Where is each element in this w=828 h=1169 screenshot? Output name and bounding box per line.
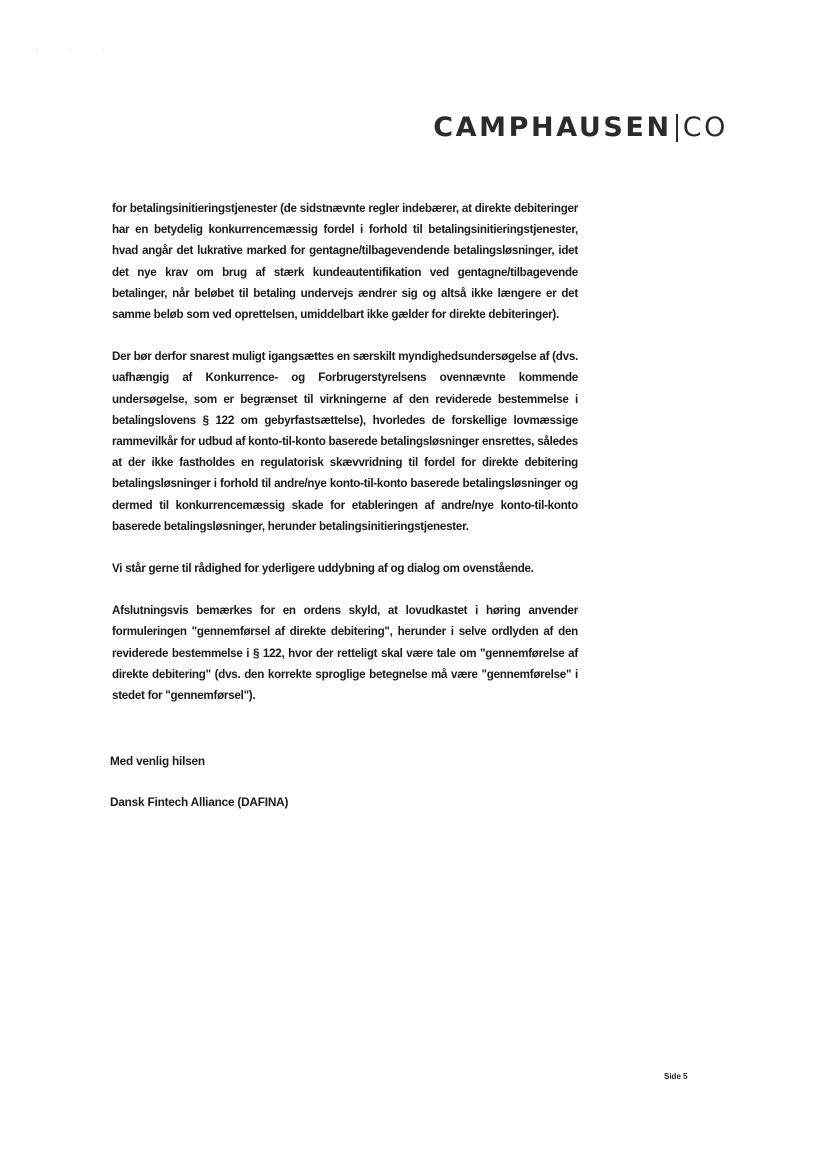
signature-organization: Dansk Fintech Alliance (DAFINA)	[110, 795, 289, 809]
body-paragraph: for betalingsinitieringstjenester (de sidstnævnte regler indebærer, at direkte debiteringer har en betydelig konkurrencemæssig fordel i forhold til betalingsinitieringstjenester, hvad angår det lukrative marked for gentagne/tilbagevendende betalingsløsninger, idet det nye krav om brug af stærk kundeautentifikation ved gentagne/tilbagevende betalinger, når beløbet til betaling undervejs ændrer sig og altså ikke længere er det samme beløb som ved oprettelsen, umiddelbart ikke gælder for direkte debiteringer).	[112, 202, 578, 322]
letter-body	[112, 198, 578, 727]
scan-artifact: · · ·	[36, 46, 119, 55]
logo-separator	[676, 114, 678, 142]
body-paragraph: Afslutningsvis bemærkes for en ordens skyld, at lovudkastet i høring anvender formuleringen "gennemførsel af direkte debitering", herunder i selve ordlyden af den reviderede bestemmelse i § 122, hvor der retteligt skal være tale om "gennemførelse af direkte debitering" (dvs. den korrekte sproglige betegnelse må være "gennemførelse" i stedet for "gennemførsel").	[112, 604, 578, 703]
closing-greeting: Med venlig hilsen	[110, 754, 205, 768]
body-paragraph: Der bør derfor snarest muligt igangsættes en særskilt myndighedsundersøgelse af (dvs. uafhængig af Konkurrence- og Forbrugerstyrelsens ovennævnte kommende undersøgelse, som er begrænset til virkningerne af den reviderede bestemmelse i betalingslovens § 122 om gebyrfastsættelse), hvorledes de forskellige lovmæssige rammevilkår for udbud af konto-til-konto baserede betalingsløsninger ensrettes, således at der ikke fastholdes en regulatorisk skævvridning til fordel for direkte debitering betalingsløsninger i forhold til andre/nye konto-til-konto baserede betalingsløsninger og dermed til konkurrencemæssig skade for etableringen af andre/nye konto-til-konto baserede betalingsløsninger, herunder betalingsinitieringstjenester.	[112, 350, 578, 533]
logo-suffix: CO	[682, 112, 728, 143]
page-number: Side 5	[664, 1072, 688, 1081]
company-logo	[433, 112, 728, 143]
logo-brand: CAMPHAUSEN	[433, 112, 672, 143]
body-paragraph: Vi står gerne til rådighed for yderligere uddybning af og dialog om ovenstående.	[112, 562, 534, 576]
